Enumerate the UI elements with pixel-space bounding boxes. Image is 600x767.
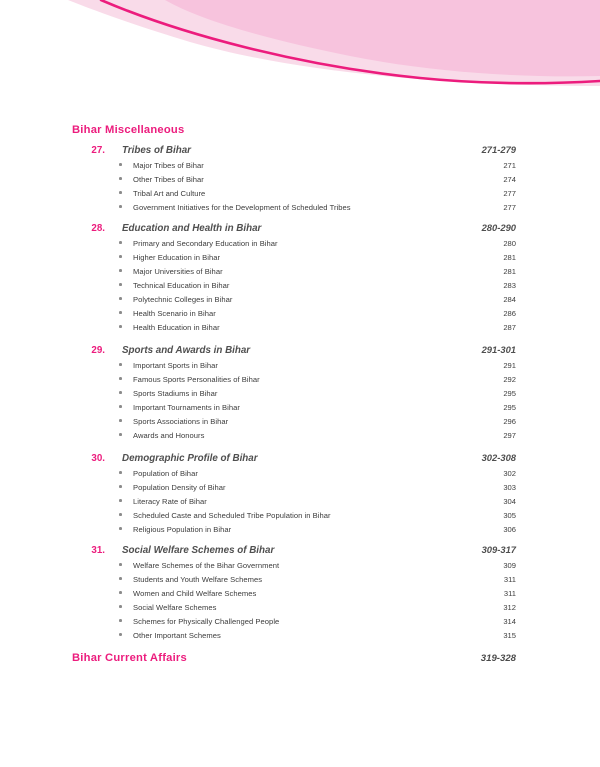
list-item[interactable] — [119, 469, 516, 481]
section-heading-label: Bihar Miscellaneous — [72, 124, 185, 136]
list-item-page: 283 — [503, 281, 516, 290]
chapter-title: Tribes of Bihar — [122, 145, 191, 156]
list-item-page: 277 — [503, 203, 516, 212]
list-item[interactable] — [119, 253, 516, 265]
list-item-page: 271 — [503, 161, 516, 170]
bullet-icon — [119, 527, 133, 530]
list-item-page: 281 — [503, 267, 516, 276]
list-item-label: Social Welfare Schemes — [133, 603, 217, 612]
bullet-icon — [119, 311, 133, 314]
list-item-label: Important Tournaments in Bihar — [133, 403, 240, 412]
list-item-label: Scheduled Caste and Scheduled Tribe Population in Bihar — [133, 511, 331, 520]
list-item-label: Other Important Schemes — [133, 631, 221, 640]
list-item[interactable] — [119, 375, 516, 387]
list-item[interactable] — [119, 561, 516, 573]
list-item[interactable] — [119, 267, 516, 279]
bullet-icon — [119, 499, 133, 502]
list-item-label: Awards and Honours — [133, 431, 205, 440]
chapter-row[interactable] — [72, 144, 516, 157]
list-item[interactable] — [119, 189, 516, 201]
chapter-page-range: 271-279 — [481, 144, 516, 155]
list-item-label: Religious Population in Bihar — [133, 525, 232, 534]
list-item-page: 309 — [503, 561, 516, 570]
bullet-icon — [119, 433, 133, 436]
list-item-label: Population Density of Bihar — [133, 483, 226, 492]
magenta-curve — [101, 0, 600, 83]
bullet-icon — [119, 297, 133, 300]
list-item[interactable] — [119, 361, 516, 373]
chapter-page-range: 309-317 — [481, 544, 516, 555]
list-item[interactable] — [119, 417, 516, 429]
chapter-page-range: 302-308 — [481, 452, 516, 463]
bullet-icon — [119, 485, 133, 488]
list-item[interactable] — [119, 575, 516, 587]
list-item[interactable] — [119, 431, 516, 443]
chapter-number: 27. — [91, 145, 105, 156]
list-item[interactable] — [119, 203, 516, 215]
list-item-page: 297 — [503, 431, 516, 440]
bullet-icon — [119, 363, 133, 366]
chapter-number: 30. — [91, 453, 105, 464]
section-heading-bihar-miscellaneous — [72, 124, 516, 136]
list-item-page: 284 — [503, 295, 516, 304]
list-item-page: 303 — [503, 483, 516, 492]
list-item-label: Major Tribes of Bihar — [133, 161, 204, 170]
list-item-label: Government Initiatives for the Development of Scheduled Tribes — [133, 203, 351, 212]
list-item-label: Welfare Schemes of the Bihar Government — [133, 561, 280, 570]
list-item-label: Women and Child Welfare Schemes — [133, 589, 257, 598]
list-item[interactable] — [119, 603, 516, 615]
chapter-page-range: 280-290 — [481, 222, 516, 233]
list-item-page: 281 — [503, 253, 516, 262]
bullet-icon — [119, 205, 133, 208]
list-item-label: Sports Stadiums in Bihar — [133, 389, 218, 398]
bullet-icon — [119, 283, 133, 286]
bullet-icon — [119, 563, 133, 566]
bullet-icon — [119, 391, 133, 394]
list-item[interactable] — [119, 161, 516, 173]
chapter-page-range: 291-301 — [481, 344, 516, 355]
list-item-page: 287 — [503, 323, 516, 332]
bullet-icon — [119, 633, 133, 636]
list-item-label: Health Scenario in Bihar — [133, 309, 216, 318]
bullet-icon — [119, 605, 133, 608]
list-item-label: Polytechnic Colleges in Bihar — [133, 295, 233, 304]
list-item[interactable] — [119, 511, 516, 523]
list-item-label: Literacy Rate of Bihar — [133, 497, 207, 506]
chapter-row[interactable] — [72, 222, 516, 235]
bullet-icon — [119, 419, 133, 422]
bullet-icon — [119, 191, 133, 194]
bullet-icon — [119, 163, 133, 166]
bullet-icon — [119, 405, 133, 408]
chapter-row[interactable] — [72, 544, 516, 557]
list-item-page: 292 — [503, 375, 516, 384]
list-item[interactable] — [119, 239, 516, 251]
list-item[interactable] — [119, 389, 516, 401]
section-heading-label: Bihar Current Affairs — [72, 652, 187, 664]
list-item-label: Sports Associations in Bihar — [133, 417, 229, 426]
list-item-label: Higher Education in Bihar — [133, 253, 221, 262]
list-item[interactable] — [119, 483, 516, 495]
bullet-icon — [119, 241, 133, 244]
list-item[interactable] — [119, 309, 516, 321]
list-item-page: 295 — [503, 403, 516, 412]
list-item-page: 315 — [503, 631, 516, 640]
list-item-page: 312 — [503, 603, 516, 612]
pink-blob — [165, 0, 600, 76]
list-item-label: Other Tribes of Bihar — [133, 175, 204, 184]
chapter-number: 29. — [91, 345, 105, 356]
list-item-label: Health Education in Bihar — [133, 323, 220, 332]
list-item-page: 302 — [503, 469, 516, 478]
list-item-page: 311 — [503, 589, 516, 598]
bullet-icon — [119, 325, 133, 328]
list-item[interactable] — [119, 403, 516, 415]
list-item-page: 296 — [503, 417, 516, 426]
list-item-page: 305 — [503, 511, 516, 520]
bullet-icon — [119, 513, 133, 516]
list-item-label: Primary and Secondary Education in Bihar — [133, 239, 278, 248]
chapter-number: 28. — [91, 223, 105, 234]
list-item[interactable] — [119, 525, 516, 537]
pink-band-light — [68, 0, 600, 86]
list-item-page: 295 — [503, 389, 516, 398]
chapter-row[interactable] — [72, 452, 516, 465]
section-heading-pages: 319-328 — [480, 653, 516, 664]
list-item[interactable] — [119, 617, 516, 629]
list-item[interactable] — [119, 295, 516, 307]
list-item-page: 306 — [503, 525, 516, 534]
list-item-page: 304 — [503, 497, 516, 506]
list-item[interactable] — [119, 323, 516, 335]
list-item-page: 274 — [503, 175, 516, 184]
list-item[interactable] — [119, 497, 516, 509]
list-item-label: Famous Sports Personalities of Bihar — [133, 375, 260, 384]
list-item-label: Tribal Art and Culture — [133, 189, 206, 198]
chapter-title: Sports and Awards in Bihar — [122, 345, 251, 356]
bullet-icon — [119, 177, 133, 180]
bullet-icon — [119, 619, 133, 622]
list-item-label: Population of Bihar — [133, 469, 198, 478]
bullet-icon — [119, 591, 133, 594]
list-item-page: 277 — [503, 189, 516, 198]
list-item[interactable] — [119, 631, 516, 643]
list-item-label: Students and Youth Welfare Schemes — [133, 575, 263, 584]
list-item-page: 280 — [503, 239, 516, 248]
bullet-icon — [119, 269, 133, 272]
section-heading-bihar-current-affairs[interactable] — [72, 652, 516, 664]
list-item-page: 286 — [503, 309, 516, 318]
chapter-title: Demographic Profile of Bihar — [122, 453, 258, 464]
chapter-title: Social Welfare Schemes of Bihar — [122, 545, 275, 556]
list-item-label: Important Sports in Bihar — [133, 361, 218, 370]
list-item[interactable] — [119, 589, 516, 601]
list-item[interactable] — [119, 175, 516, 187]
list-item-label: Major Universities of Bihar — [133, 267, 223, 276]
bullet-icon — [119, 255, 133, 258]
list-item-page: 311 — [503, 575, 516, 584]
list-item[interactable] — [119, 281, 516, 293]
list-item-page: 314 — [503, 617, 516, 626]
list-item-label: Technical Education in Bihar — [133, 281, 230, 290]
chapter-number: 31. — [91, 545, 105, 556]
list-item-label: Schemes for Physically Challenged People — [133, 617, 280, 626]
bullet-icon — [119, 471, 133, 474]
bullet-icon — [119, 377, 133, 380]
chapter-title: Education and Health in Bihar — [122, 223, 262, 234]
bullet-icon — [119, 577, 133, 580]
list-item-page: 291 — [503, 361, 516, 370]
chapter-row[interactable] — [72, 344, 516, 357]
header-decoration — [0, 0, 600, 110]
